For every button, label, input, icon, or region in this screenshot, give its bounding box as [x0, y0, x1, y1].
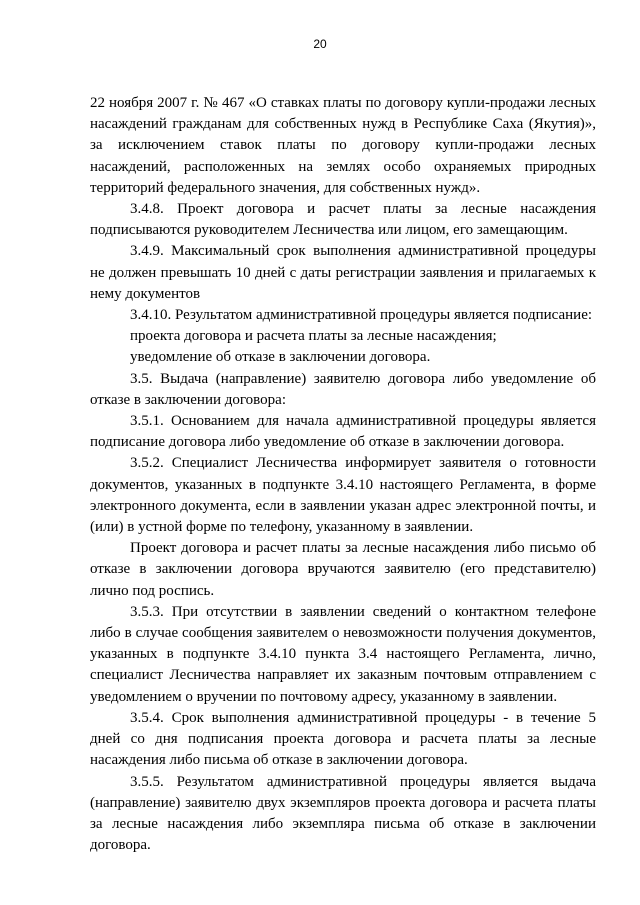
document-body — [90, 93, 596, 856]
paragraph-3-4-9: 3.4.9. Максимальный срок выполнения административной процедуры не должен превышать 10 дней с даты регистрации заявления и прилагаемых к нему документов — [90, 243, 596, 302]
paragraph-3-5: 3.5. Выдача (направление) заявителю договора либо уведомление об отказе в заключении договора: — [90, 370, 596, 408]
paragraph-delivery: Проект договора и расчет платы за лесные насаждения либо письмо об отказе в заключении договора вручаются заявителю (его представителю) лично под роспись. — [90, 540, 596, 599]
paragraph-3-5-5: 3.5.5. Результатом административной процедуры является выдача (направление) заявителю двух экземпляров проекта договора и расчета платы за лесные насаждения либо экземпляра письма об отказе в заключении договора. — [90, 773, 596, 854]
paragraph-3-5-1: 3.5.1. Основанием для начала административной процедуры является подписание договора либо уведомление об отказе в заключении договора. — [90, 413, 596, 451]
paragraph-3-4-10: 3.4.10. Результатом административной процедуры является подписание: — [130, 307, 593, 324]
paragraph-3-5-4: 3.5.4. Срок выполнения административной процедуры - в течение 5 дней со дня подписания проекта договора и расчета платы за лесные насаждения либо письма об отказе в заключении договора. — [90, 709, 596, 769]
paragraph-3-4-8: 3.4.8. Проект договора и расчет платы за лесные насаждения подписываются руководителем Лесничества или лицом, его замещающим. — [90, 201, 596, 239]
paragraph-3-5-3: 3.5.3. При отсутствии в заявлении сведений о контактном телефоне либо в случае сообщения заявителем о невозможности получения документов, указанных в подпункте 3.4.10 пункта 3.4 настоящего Регламента, лично, специалист Лесничества направляет их заказным почтовым отправлением с уведомлением о вручении по почтовому адресу, указанному в заявлении. — [90, 603, 596, 705]
list-item: проекта договора и расчета платы за лесные насаждения; — [130, 328, 497, 345]
paragraph-3-5-2: 3.5.2. Специалист Лесничества информирует заявителя о готовности документов, указанных в подпункте 3.4.10 настоящего Регламента, в форме электронного документа, если в заявлении указан адрес электронной почты, и (или) в устной форме по телефону, указанному в заявлении. — [90, 455, 596, 536]
list-item: уведомление об отказе в заключении договора. — [130, 349, 431, 366]
page-number: 20 — [313, 37, 327, 51]
paragraph-continuation: 22 ноября 2007 г. № 467 «О ставках платы по договору купли-продажи лесных насаждений гражданам для собственных нужд в Республике Саха (Якутия)», за исключением ставок платы по договору купли-продажи лесных насаждений, расположенных на землях особо охраняемых природных территорий федерального значения, для собственных нужд». — [90, 95, 596, 196]
